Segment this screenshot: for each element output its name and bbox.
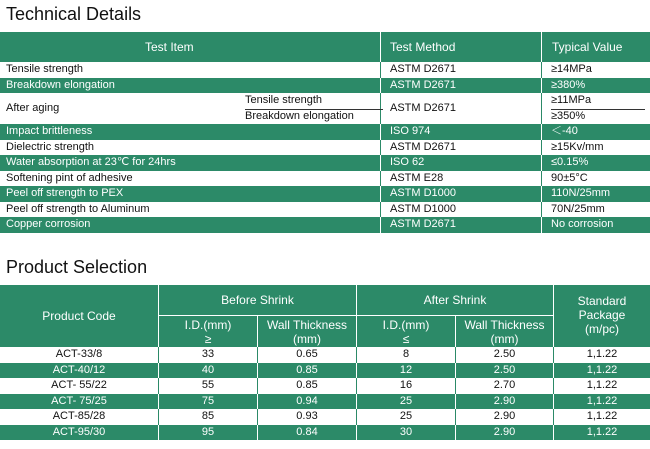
test-method: ASTM D2671 (390, 218, 457, 230)
test-item: Softening pint of adhesive (6, 171, 133, 184)
column-divider (541, 62, 542, 78)
test-method: ASTM D1000 (390, 202, 457, 215)
test-method: ISO 974 (390, 125, 431, 137)
header-typical-value: Typical Value (552, 40, 623, 54)
technical-details-table (0, 32, 650, 233)
column-divider (356, 347, 357, 363)
before-id: 95 (201, 425, 215, 438)
wall-label: Wall Thickness (464, 318, 545, 332)
table-row (0, 93, 650, 124)
column-divider (380, 62, 381, 78)
before-wall-thickness: 0.65 (296, 348, 318, 360)
after-wall-thickness: 2.90 (493, 394, 516, 407)
before-id: 75 (201, 394, 215, 407)
typical-value: ≥350% (551, 109, 586, 122)
column-divider (541, 140, 542, 156)
before-id: 33 (201, 348, 215, 360)
standard-package: 1,1.22 (586, 410, 618, 422)
typical-value: ≥380% (551, 78, 586, 91)
column-divider (257, 378, 258, 394)
header-before-shrink: Before Shrink (221, 293, 294, 307)
header-product-code: Product Code (42, 309, 116, 323)
tech-table-body (0, 62, 650, 233)
column-divider (541, 93, 542, 124)
product-header (0, 285, 650, 347)
wall-unit: (mm) (293, 332, 321, 346)
typical-value: 70N/25mm (551, 202, 605, 215)
before-id: 55 (201, 379, 215, 391)
column-divider (541, 32, 542, 62)
technical-details-title: Technical Details (6, 4, 142, 24)
before-id: 85 (201, 410, 215, 422)
column-divider (541, 78, 542, 94)
column-divider (356, 394, 357, 410)
column-divider (380, 124, 381, 140)
column-divider (356, 425, 357, 441)
column-divider (356, 409, 357, 425)
column-divider (455, 409, 456, 425)
before-wall-thickness: 0.94 (296, 394, 318, 407)
after-wall-thickness: 2.70 (493, 379, 516, 391)
after-id: 25 (399, 410, 413, 422)
standard-package: 1,1.22 (586, 363, 618, 376)
tech-header-row (0, 32, 650, 62)
before-wall-thickness: 0.85 (296, 379, 318, 391)
table-row (0, 124, 650, 140)
test-item: Dielectric strength (6, 140, 95, 153)
product-selection-title: Product Selection (6, 257, 148, 277)
product-code: ACT-95/30 (52, 425, 106, 438)
typical-value: 110N/25mm (551, 187, 611, 199)
table-row (0, 78, 650, 94)
table-row (0, 171, 650, 187)
wall-unit: (mm) (490, 332, 519, 346)
sub-item: Breakdown elongation (245, 109, 354, 122)
column-divider (257, 394, 258, 410)
column-divider (455, 363, 456, 379)
package-line3: (m/pc) (585, 322, 619, 336)
column-divider (553, 378, 554, 394)
header-test-item: Test Item (145, 40, 194, 54)
after-wall-thickness: 2.50 (493, 363, 516, 376)
standard-package: 1,1.22 (586, 379, 618, 391)
column-divider (553, 347, 554, 363)
header-standard-package (554, 294, 650, 336)
test-method: ASTM E28 (390, 171, 444, 184)
product-table-body (0, 347, 650, 440)
column-divider (158, 409, 159, 425)
header-test-method: Test Method (390, 40, 456, 54)
less-equal-symbol: ≤ (402, 332, 410, 346)
header-before-wall (258, 318, 356, 346)
id-label: I.D.(mm) (184, 318, 232, 332)
test-item: Impact brittleness (6, 125, 93, 137)
after-id: 8 (402, 348, 410, 360)
column-divider (553, 394, 554, 410)
column-divider (257, 409, 258, 425)
column-divider (455, 425, 456, 441)
product-code: ACT-40/12 (52, 363, 106, 376)
typical-value: ≥11MPa (551, 93, 645, 110)
test-method: ASTM D1000 (390, 187, 457, 199)
column-divider (380, 32, 381, 62)
table-row (0, 363, 650, 379)
column-divider (455, 347, 456, 363)
typical-value: ＜-40 (551, 125, 578, 137)
column-divider (380, 78, 381, 94)
before-wall-thickness: 0.84 (296, 425, 318, 438)
standard-package: 1,1.22 (586, 425, 618, 438)
column-divider (553, 409, 554, 425)
column-divider (356, 363, 357, 379)
column-divider (158, 363, 159, 379)
id-label: I.D.(mm) (382, 318, 430, 332)
column-divider (553, 425, 554, 441)
column-divider (541, 155, 542, 171)
after-id: 12 (399, 363, 413, 376)
test-method: ASTM D2671 (390, 63, 457, 75)
after-wall-thickness: 2.90 (493, 410, 516, 422)
column-divider (455, 378, 456, 394)
before-wall-thickness: 0.85 (296, 363, 318, 376)
product-code: ACT- 55/22 (51, 379, 107, 391)
table-row (0, 347, 650, 363)
greater-equal-symbol: ≥ (204, 332, 212, 346)
column-divider (257, 347, 258, 363)
table-row (0, 62, 650, 78)
column-divider (553, 363, 554, 379)
table-row (0, 394, 650, 410)
column-divider (380, 217, 381, 233)
table-row (0, 409, 650, 425)
column-divider (380, 202, 381, 218)
column-divider (380, 186, 381, 202)
column-divider (158, 394, 159, 410)
column-divider (541, 124, 542, 140)
table-row (0, 140, 650, 156)
typical-value: ≥14MPa (551, 63, 592, 75)
column-divider (380, 140, 381, 156)
test-item: Tensile strength (6, 63, 84, 75)
header-after-wall (456, 318, 553, 346)
column-divider (257, 363, 258, 379)
column-divider (158, 425, 159, 441)
test-method: ASTM D2671 (390, 102, 457, 114)
test-item: Water absorption at 23℃ for 24hrs (6, 156, 176, 168)
after-id: 16 (399, 379, 413, 391)
product-selection-table (0, 285, 650, 440)
table-row (0, 217, 650, 233)
header-after-shrink: After Shrink (423, 293, 487, 307)
column-divider (158, 378, 159, 394)
column-divider (257, 425, 258, 441)
before-id: 40 (201, 363, 215, 376)
package-line1: Standard (577, 294, 627, 308)
product-code: ACT-85/28 (52, 410, 106, 422)
test-item: Copper corrosion (6, 218, 91, 230)
package-line2: Package (578, 308, 626, 322)
typical-value: 90±5°C (551, 171, 588, 184)
before-wall-thickness: 0.93 (296, 410, 318, 422)
wall-label: Wall Thickness (266, 318, 348, 332)
column-divider (541, 217, 542, 233)
table-row (0, 378, 650, 394)
standard-package: 1,1.22 (586, 394, 618, 407)
column-divider (356, 378, 357, 394)
product-code: ACT- 75/25 (51, 394, 107, 407)
typical-value: ≥15Kv/mm (551, 140, 604, 153)
column-divider (455, 394, 456, 410)
after-id: 25 (399, 394, 413, 407)
test-item: Peel off strength to PEX (6, 187, 124, 199)
test-method: ASTM D2671 (390, 140, 457, 153)
test-item: Breakdown elongation (6, 78, 115, 91)
test-method: ISO 62 (390, 156, 425, 168)
sub-item: Tensile strength (245, 93, 383, 110)
product-code: ACT-33/8 (55, 348, 103, 360)
table-row (0, 425, 650, 441)
test-method: ASTM D2671 (390, 78, 457, 91)
column-divider (541, 202, 542, 218)
after-id: 30 (399, 425, 413, 438)
table-row (0, 202, 650, 218)
column-divider (541, 171, 542, 187)
standard-package: 1,1.22 (586, 348, 618, 360)
column-divider (380, 155, 381, 171)
column-divider (380, 171, 381, 187)
test-item: After aging (6, 102, 60, 114)
after-wall-thickness: 2.50 (493, 348, 516, 360)
table-row (0, 155, 650, 171)
after-wall-thickness: 2.90 (493, 425, 516, 438)
test-item: Peel off strength to Aluminum (6, 202, 150, 215)
header-before-id (159, 318, 257, 346)
typical-value: ≤0.15% (551, 156, 589, 168)
column-divider (541, 186, 542, 202)
column-divider (158, 347, 159, 363)
table-row (0, 186, 650, 202)
typical-value: No corrosion (551, 218, 614, 230)
header-after-id (357, 318, 455, 346)
